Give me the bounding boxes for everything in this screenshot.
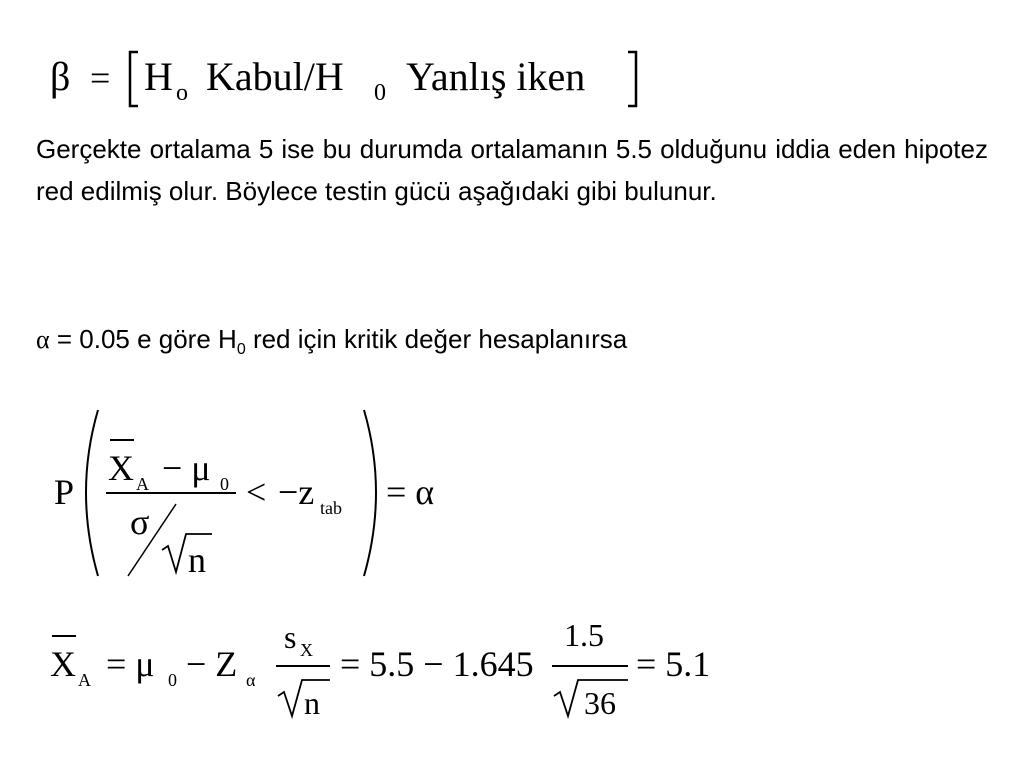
mu-subscript-zero: 0: [168, 670, 177, 690]
left-bracket: [130, 52, 138, 106]
minus-z: −z: [278, 472, 315, 512]
explanation-paragraph: Gerçekte ortalama 5 ise bu durumda ortalamanın 5.5 olduğunu iddia eden hipotez red edilmiş olur. Böylece testin gücü aşağıdaki gibi bulunur.: [36, 134, 988, 206]
equals-5-5-minus: = 5.5 − 1.645: [340, 644, 534, 684]
numerator-1-5: 1.5: [564, 617, 604, 653]
s-letter: s: [284, 619, 297, 655]
less-than: <: [246, 472, 267, 512]
left-paren: [86, 410, 98, 576]
x-letter: X: [108, 448, 134, 488]
subscript-a: A: [136, 474, 149, 494]
alpha-critical-line: [36, 318, 627, 371]
probability-formula: [40, 400, 480, 590]
p-letter: P: [54, 472, 75, 512]
equals-alpha: = α: [386, 472, 435, 512]
minus-z-alpha: − Z: [186, 644, 238, 684]
equals-mu: = μ: [106, 644, 155, 684]
n-letter: n: [188, 540, 206, 580]
subscript-zero: 0: [374, 80, 386, 106]
calculation-formula: [40, 610, 740, 730]
right-paren: [364, 410, 376, 576]
h-letter: H: [144, 54, 173, 99]
z-subscript-alpha: α: [246, 670, 256, 690]
subscript-a: A: [78, 670, 91, 690]
right-bracket: [628, 52, 636, 106]
kabul-text: Kabul/H: [206, 54, 344, 99]
subscript-o: o: [176, 80, 188, 106]
minus-mu: − μ: [162, 448, 211, 488]
yanlis-text: Yanlış iken: [406, 54, 586, 99]
mu-subscript-zero: 0: [220, 474, 229, 494]
n-letter: n: [304, 685, 320, 721]
beta-formula: [40, 40, 680, 120]
alpha-text-pre: = 0.05 e göre H: [49, 324, 237, 354]
sigma-symbol: σ: [130, 502, 150, 542]
equals-sign: =: [90, 58, 111, 98]
alpha-text-post: red için kritik değer hesaplanırsa: [245, 324, 628, 354]
equals-5-1: = 5.1: [636, 644, 711, 684]
s-subscript-x: X: [300, 640, 313, 660]
denominator-36: 36: [584, 685, 616, 721]
alpha-subscript: 0: [236, 341, 246, 359]
alpha-symbol: α: [36, 325, 50, 354]
subscript-tab: tab: [320, 498, 342, 518]
x-letter: X: [50, 644, 76, 684]
beta-symbol: β: [50, 54, 71, 99]
